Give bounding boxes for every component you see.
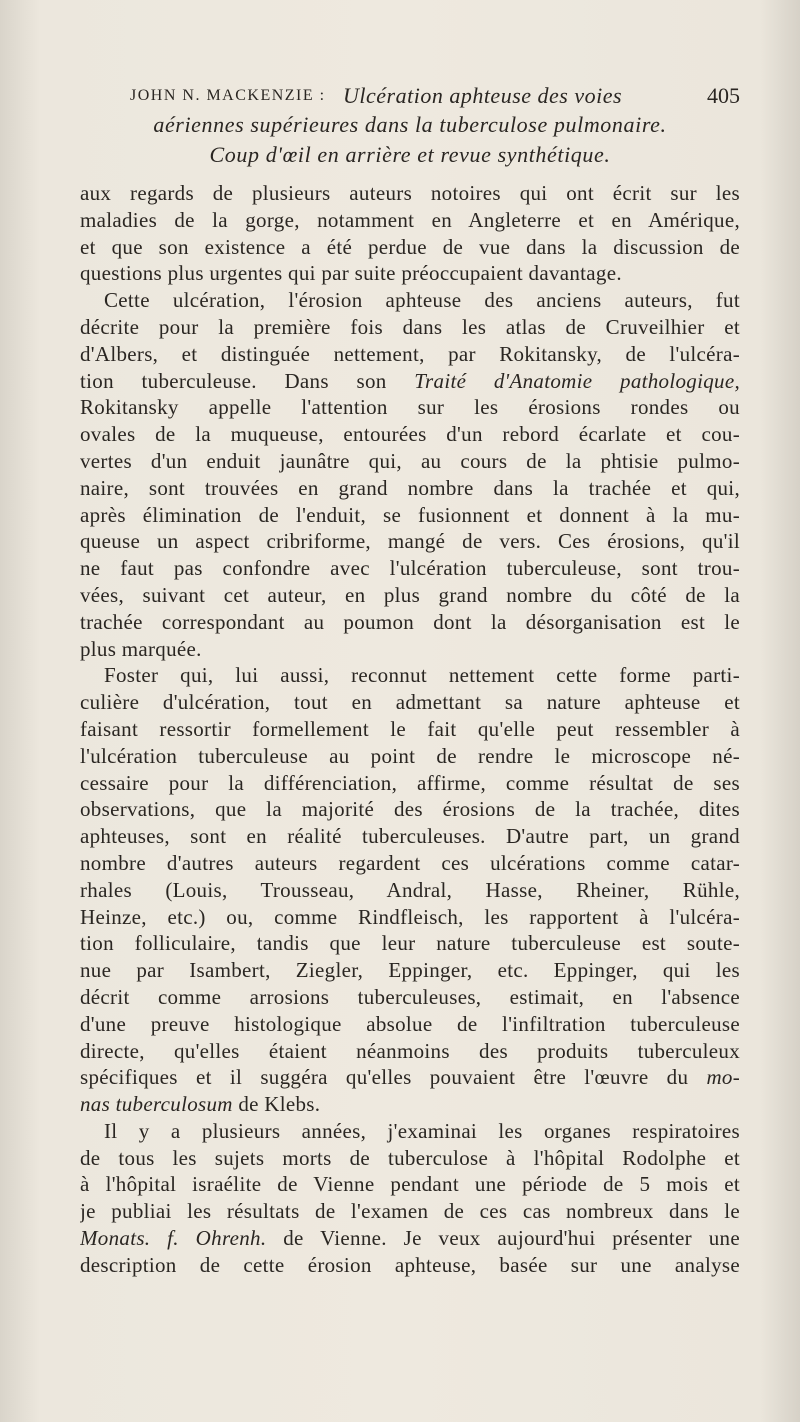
text-line <box>80 770 740 797</box>
italic-text-segment: Monats. f. Ohrenh. <box>80 1226 267 1251</box>
text-line <box>80 636 740 663</box>
text-segment: queuse un aspect cribriforme, mangé de vers. Ces érosions, qu'il <box>80 529 740 554</box>
text-segment: d'Albers, et distinguée nettement, par Rokitansky, de l'ulcéra- <box>80 341 740 366</box>
text-segment: tion tuberculeuse. Dans son <box>80 368 415 393</box>
text-line <box>80 234 740 261</box>
text-line <box>80 716 740 743</box>
text-segment: Rokitansky appelle l'attention sur les érosions rondes ou <box>80 395 740 420</box>
text-segment: je publiai les résultats de l'examen de ces cas nombreux dans le <box>80 1199 740 1224</box>
text-line <box>80 796 740 823</box>
text-segment: d'une preuve histologique absolue de l'infiltration tuberculeuse <box>80 1011 740 1036</box>
text-line <box>80 1171 740 1198</box>
text-segment: culière d'ulcération, tout en admettant sa nature aphteuse et <box>80 690 740 715</box>
text-segment: naire, sont trouvées en grand nombre dans la trachée et qui, <box>80 475 740 500</box>
text-segment: spécifiques et il suggéra qu'elles pouvaient être l'œuvre du <box>80 1065 707 1090</box>
text-line <box>80 1252 740 1279</box>
text-segment: après élimination de l'enduit, se fusionnent et donnent à la mu- <box>80 502 740 527</box>
running-header <box>80 80 740 112</box>
text-segment: Cette ulcération, l'érosion aphteuse des anciens auteurs, fut <box>104 288 740 313</box>
text-segment: trachée correspondant au poumon dont la désorganisation est le <box>80 609 740 634</box>
text-segment: ne faut pas confondre avec l'ulcération tuberculeuse, sont trou- <box>80 556 740 581</box>
text-segment: ovales de la muqueuse, entourées d'un rebord écarlate et cou- <box>80 422 740 447</box>
text-segment: aux regards de plusieurs auteurs notoires qui ont écrit sur les <box>80 181 740 205</box>
text-line <box>80 689 740 716</box>
page-number: 405 <box>707 83 740 108</box>
text-line <box>80 555 740 582</box>
text-line <box>80 1038 740 1065</box>
text-line <box>80 823 740 850</box>
text-segment: Heinze, etc.) ou, comme Rindfleisch, les rapportent à l'ulcéra- <box>80 904 740 929</box>
text-line <box>80 341 740 368</box>
text-line <box>80 743 740 770</box>
text-segment: observations, que la majorité des érosions de la trachée, dites <box>80 797 740 822</box>
text-line <box>80 850 740 877</box>
header-title-line3: Coup d'œil en arrière et revue synthétique. <box>209 142 611 167</box>
text-line <box>80 1198 740 1225</box>
text-segment: tion folliculaire, tandis que leur nature tuberculeuse est soute- <box>80 931 740 956</box>
header-title-line1: Ulcération aphteuse des voies <box>343 83 623 108</box>
text-segment: rhales (Louis, Trousseau, Andral, Hasse, Rheiner, Rühle, <box>80 877 740 902</box>
text-line <box>80 528 740 555</box>
text-line <box>80 1225 740 1252</box>
text-line <box>80 502 740 529</box>
italic-text-segment: mo- <box>706 1065 740 1090</box>
text-segment: décrit comme arrosions tuberculeuses, estimait, en l'absence <box>80 984 740 1009</box>
italic-text-segment: Traité d'Anatomie pathologique, <box>414 368 740 393</box>
text-segment: description de cette érosion aphteuse, basée sur une analyse <box>80 1252 740 1277</box>
text-line <box>80 475 740 502</box>
text-segment: questions plus urgentes qui par suite préoccupaient davantage. <box>80 261 622 286</box>
text-segment: vées, suivant cet auteur, en plus grand nombre du côté de la <box>80 582 740 607</box>
text-line <box>80 984 740 1011</box>
text-segment: décrite pour la première fois dans les atlas de Cruveilhier et <box>80 314 740 339</box>
text-line <box>80 1118 740 1145</box>
text-segment: à l'hôpital israélite de Vienne pendant une période de 5 mois et <box>80 1172 740 1197</box>
header-title-line2: aériennes supérieures dans la tuberculose pulmonaire. <box>153 112 667 137</box>
text-line <box>80 394 740 421</box>
text-line <box>80 368 740 395</box>
text-line <box>80 582 740 609</box>
text-segment: Foster qui, lui aussi, reconnut nettement cette forme parti- <box>104 663 740 688</box>
text-line <box>80 448 740 475</box>
text-segment: l'ulcération tuberculeuse au point de rendre le microscope né- <box>80 743 740 768</box>
text-segment: nombre d'autres auteurs regardent ces ulcérations comme catar- <box>80 850 740 875</box>
header-author: JOHN N. MACKENZIE : <box>130 87 326 104</box>
text-segment: et que son existence a été perdue de vue dans la discussion de <box>80 234 740 259</box>
text-line <box>80 904 740 931</box>
text-line <box>80 877 740 904</box>
text-line <box>80 1011 740 1038</box>
text-line <box>80 1064 740 1091</box>
text-segment: maladies de la gorge, notamment en Angleterre et en Amérique, <box>80 207 740 232</box>
text-segment: Il y a plusieurs années, j'examinai les organes respiratoires <box>104 1118 740 1143</box>
text-line <box>80 180 740 207</box>
text-line <box>80 662 740 689</box>
text-line <box>80 609 740 636</box>
italic-text-segment: nas tuberculosum <box>80 1092 233 1117</box>
text-line <box>80 287 740 314</box>
text-segment: faisant ressortir formellement le fait qu'elle peut ressembler à <box>80 716 740 741</box>
text-line <box>80 421 740 448</box>
text-segment: nue par Isambert, Ziegler, Eppinger, etc. Eppinger, qui les <box>80 958 740 983</box>
body-text <box>80 180 740 1279</box>
text-line <box>80 957 740 984</box>
text-segment: vertes d'un enduit jaunâtre qui, au cours de la phtisie pulmo- <box>80 448 740 473</box>
text-line <box>80 930 740 957</box>
text-line <box>80 1091 740 1118</box>
text-segment: aphteuses, sont en réalité tuberculeuses. D'autre part, un grand <box>80 824 740 849</box>
text-segment: plus marquée. <box>80 636 202 661</box>
text-line <box>80 314 740 341</box>
text-segment: de Vienne. Je veux aujourd'hui présenter une <box>266 1226 740 1251</box>
text-segment: cessaire pour la différenciation, affirme, comme résultat de ses <box>80 770 740 795</box>
text-line <box>80 260 740 287</box>
text-segment: de Klebs. <box>232 1092 321 1117</box>
text-segment: directe, qu'elles étaient néanmoins des produits tuberculeux <box>80 1038 740 1063</box>
text-line <box>80 207 740 234</box>
text-segment: de tous les sujets morts de tuberculose à l'hôpital Rodolphe et <box>80 1145 740 1170</box>
text-line <box>80 1145 740 1172</box>
